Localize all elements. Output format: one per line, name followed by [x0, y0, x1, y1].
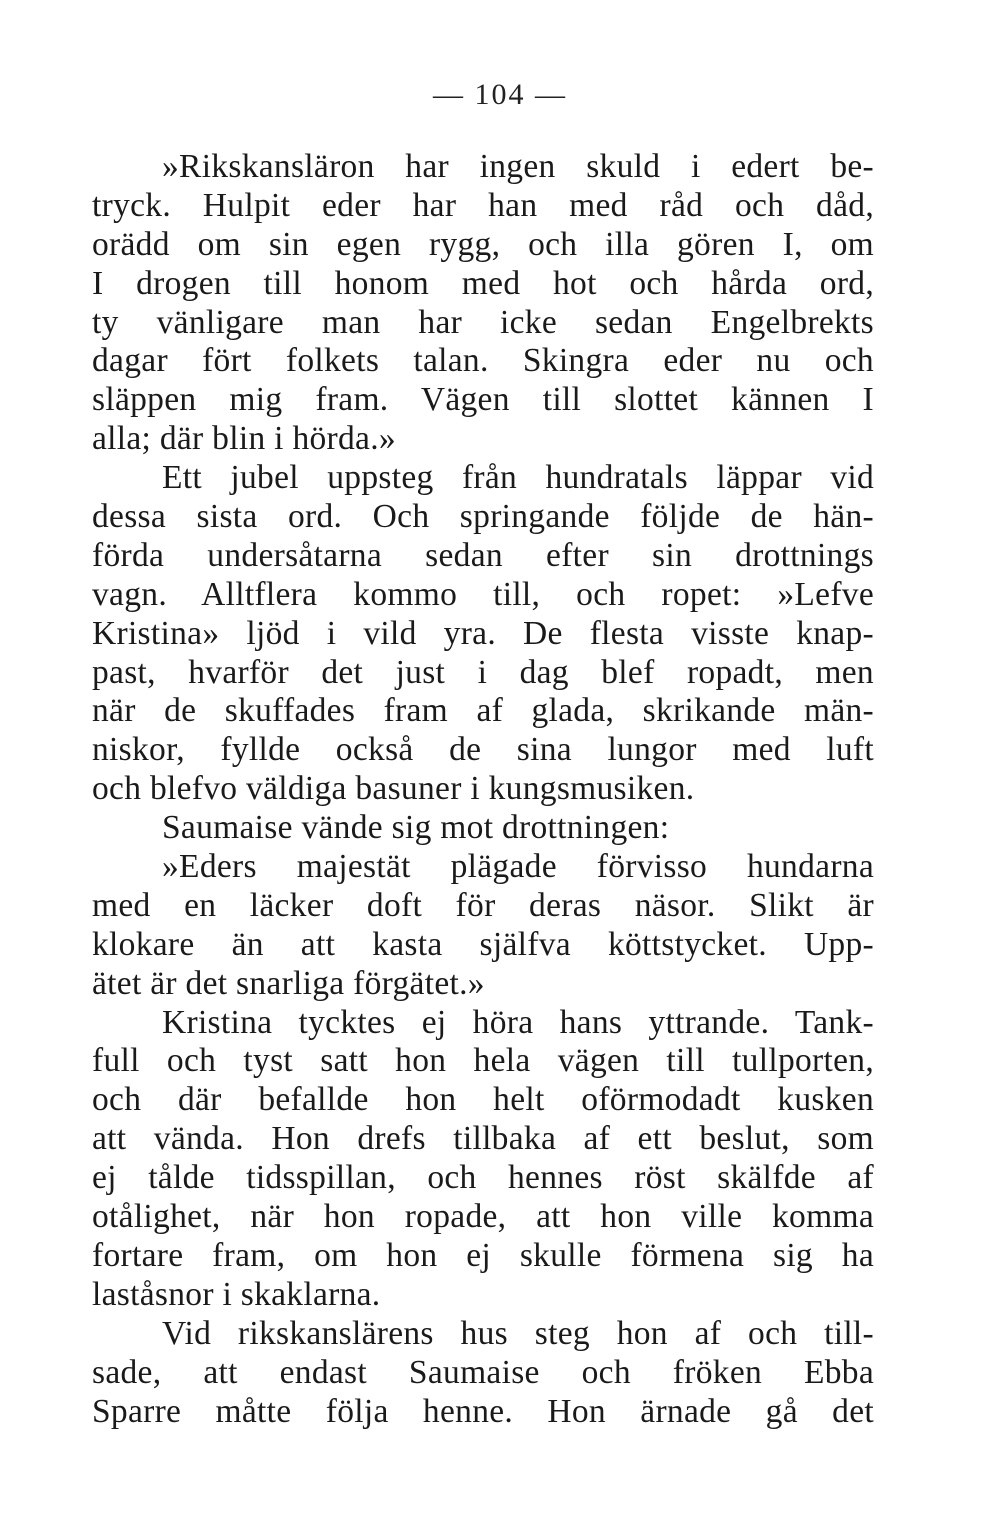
text-line: Saumaise vände sig mot drottningen:: [162, 809, 670, 847]
text-line: niskor, fyllde också de sina lungor med luft: [92, 731, 874, 769]
text-line: Sparre måtte följa henne. Hon ärnade gå det: [92, 1392, 874, 1430]
text-line: otålighet, när hon ropade, att hon ville komma: [92, 1198, 874, 1236]
text-line: sade, att endast Saumaise och fröken Ebba: [92, 1353, 874, 1391]
text-line: när de skuffades fram af glada, skrikande män-: [92, 692, 874, 730]
text-line: ätet är det snarliga förgätet.»: [92, 964, 485, 1002]
text-line: att vända. Hon drefs tillbaka af ett beslut, som: [92, 1120, 874, 1158]
text-line: vagn. Alltflera kommo till, och ropet: »Lefve: [92, 575, 874, 613]
text-line: Kristina tycktes ej höra hans yttrande. Tank-: [162, 1003, 874, 1041]
text-line: fortare fram, om hon ej skulle förmena sig ha: [92, 1236, 874, 1274]
text-line: och blefvo väldiga basuner i kungsmusiken.: [92, 770, 695, 808]
text-line: »Eders majestät plägade förvisso hundarna: [162, 848, 874, 886]
text-line: full och tyst satt hon hela vägen till tullporten,: [92, 1042, 874, 1080]
text-line: förda undersåtarna sedan efter sin drottnings: [92, 536, 874, 574]
body-text: [92, 148, 874, 1431]
text-line: ty vänligare man har icke sedan Engelbrekts: [92, 303, 874, 341]
text-line: klokare än att kasta själfva köttstycket. Upp-: [92, 925, 874, 963]
text-line: alla; där blin i hörda.»: [92, 420, 396, 458]
text-line: släppen mig fram. Vägen till slottet kännen I: [92, 381, 874, 419]
text-line: I drogen till honom med hot och hårda ord,: [92, 264, 874, 302]
text-line: Vid rikskanslärens hus steg hon af och till-: [162, 1314, 874, 1352]
text-line: »Rikskansläron har ingen skuld i edert be-: [162, 148, 874, 185]
text-line: orädd om sin egen rygg, och illa gören I, om: [92, 225, 874, 263]
text-line: ej tålde tidsspillan, och hennes röst skälfde af: [92, 1159, 874, 1197]
text-line: past, hvarför det just i dag blef ropadt, men: [92, 653, 874, 691]
text-line: laståsnor i skaklarna.: [92, 1275, 381, 1313]
text-line: med en läcker doft för deras näsor. Slikt är: [92, 886, 874, 924]
text-line: och där befallde hon helt oförmodadt kusken: [92, 1081, 874, 1119]
text-line: Ett jubel uppsteg från hundratals läppar vid: [162, 459, 874, 497]
text-line: Kristina» ljöd i vild yra. De flesta visste knap-: [92, 614, 874, 652]
text-line: dagar fört folkets talan. Skingra eder nu och: [92, 342, 874, 380]
text-line: tryck. Hulpit eder har han med råd och dåd,: [92, 186, 874, 224]
text-line: dessa sista ord. Och springande följde de hän-: [92, 498, 874, 536]
page-number: — 104 —: [433, 78, 567, 111]
